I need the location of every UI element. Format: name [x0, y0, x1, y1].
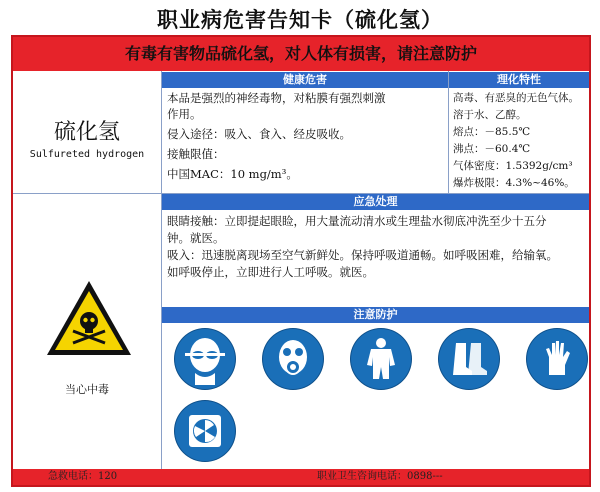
property-line: 爆炸极限：4.3%~46%。	[453, 177, 575, 189]
properties-header: 理化特性	[449, 72, 589, 88]
safety-boots-icon	[439, 329, 499, 389]
gas-mask-icon	[263, 329, 323, 389]
health-hazard-text	[167, 90, 447, 182]
property-line: 气体密度：1.5392g/cm³	[453, 160, 573, 172]
footer-bar	[13, 469, 589, 485]
page-title: 职业病危害告知卡（硫化氢）	[157, 8, 443, 32]
health-line: 中国MAC：10 mg/m³。	[167, 167, 298, 181]
property-line: 熔点：－85.5℃	[453, 126, 531, 138]
properties-text	[453, 90, 589, 192]
health-line: 作用。	[167, 107, 202, 121]
substance-name-cn: 硫化氢	[53, 120, 120, 145]
health-line: 接触限值：	[167, 147, 225, 161]
health-consult-phone: 职业卫生咨询电话：0898---	[317, 471, 443, 482]
poison-skull-icon	[45, 279, 133, 357]
health-line: 侵入途径：吸入、食入、经皮吸收。	[167, 127, 351, 141]
substance-name-en: Sulfureted hydrogen	[29, 149, 145, 160]
property-line: 溶于水、乙醇。	[453, 109, 527, 121]
emergency-line: 如呼吸停止，立即进行人工呼吸。就医。	[167, 265, 374, 279]
warning-banner: 有毒有害物品硫化氢，对人体有损害，请注意防护	[13, 37, 589, 71]
divider	[161, 71, 162, 469]
health-line: 本品是强烈的神经毒物，对粘膜有强烈刺激	[167, 91, 386, 105]
emergency-header: 应急处理	[162, 194, 589, 210]
divider	[448, 71, 449, 193]
health-hazard-header: 健康危害	[162, 72, 448, 88]
emergency-phone: 急救电话：120	[48, 471, 118, 482]
emergency-text	[167, 213, 587, 281]
notice-card	[11, 35, 591, 487]
emergency-line: 吸入：迅速脱离现场至空气新鲜处。保持呼吸道通畅。如呼吸困难，给输氧。	[167, 248, 558, 262]
emergency-line: 钟。就医。	[167, 231, 225, 245]
warning-sign-label: 当心中毒	[65, 383, 109, 396]
protective-gloves-icon	[527, 329, 587, 389]
goggles-icon	[175, 329, 235, 389]
emergency-line: 眼睛接触：立即提起眼睑，用大量流动清水或生理盐水彻底冲洗至少十五分	[167, 214, 547, 228]
protection-header: 注意防护	[162, 307, 589, 323]
property-line: 沸点：－60.4℃	[453, 143, 531, 155]
protective-suit-icon	[351, 329, 411, 389]
ventilation-icon	[175, 401, 235, 461]
property-line: 高毒、有恶臭的无色气体。	[453, 92, 579, 104]
